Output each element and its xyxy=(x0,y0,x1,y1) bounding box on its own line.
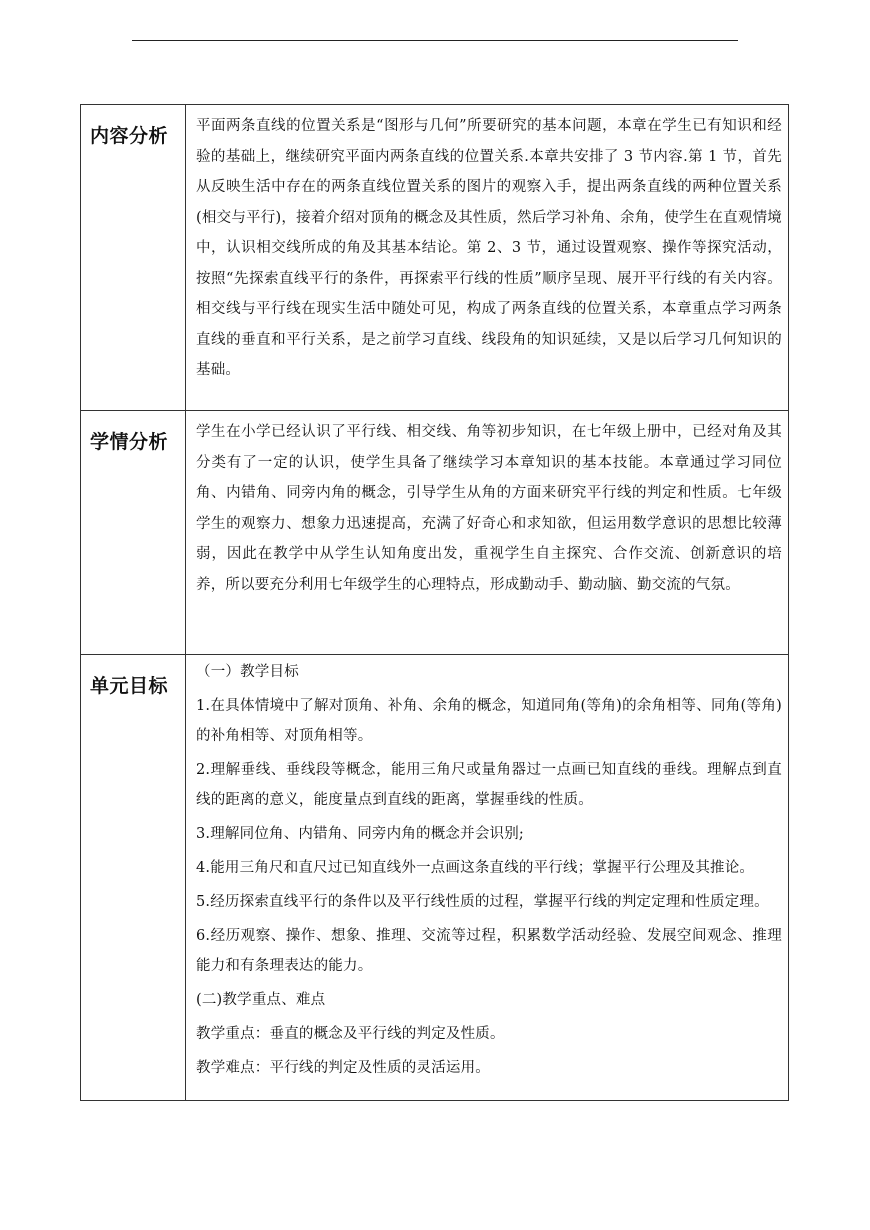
goal-item-6: 6.经历观察、操作、想象、推理、交流等过程，积累数学活动经验、发展空间观念、推理能力和有条理表达的能力。 xyxy=(196,928,782,974)
goal-item-2: 2.理解垂线、垂线段等概念，能用三角尺或量角器过一点画已知直线的垂线。理解点到直线的距离的意义，能度量点到直线的距离，掌握垂线的性质。 xyxy=(196,762,782,808)
row-label-cell xyxy=(81,411,186,655)
row-label-student-analysis: 学情分析 xyxy=(90,431,169,453)
row-content-cell xyxy=(186,655,789,1101)
unit-goals-text xyxy=(186,655,788,1095)
table-row-unit-goals xyxy=(81,655,789,1101)
goal-item-1: 1.在具体情境中了解对顶角、补角、余角的概念，知道同角(等角)的余角相等、同角(等角)的补角相等、对顶角相等。 xyxy=(196,698,782,744)
table-row-content-analysis xyxy=(81,105,789,411)
table-row-student-analysis xyxy=(81,411,789,655)
row-content-cell xyxy=(186,411,789,655)
row-label-unit-goals: 单元目标 xyxy=(90,675,169,697)
row-content-cell xyxy=(186,105,789,411)
section-heading-teaching-goals: （一）教学目标 xyxy=(196,664,299,680)
row-label-cell xyxy=(81,655,186,1101)
paragraph: 学生在小学已经认识了平行线、相交线、角等初步知识，在七年级上册中，已经对角及其分类有了一定的认识，使学生具备了继续学习本章知识的基本技能。本章通过学习同位角、内错角、同旁内角的概念，引导学生从角的方面来研究平行线的判定和性质。七年级学生的观察力、想象力迅速提高，充满了好奇心和求知欲，但运用数学意识的思想比较薄弱，因此在教学中从学生认知角度出发，重视学生自主探究、合作交流、创新意识的培养，所以要充分利用七年级学生的心理特点，形成勤动手、勤动脑、勤交流的气氛。 xyxy=(196,424,782,593)
content-analysis-text xyxy=(186,105,788,394)
header-rule xyxy=(132,40,738,41)
difficult-point: 教学难点：平行线的判定及性质的灵活运用。 xyxy=(196,1060,490,1076)
goal-item-4: 4.能用三角尺和直尺过已知直线外一点画这条直线的平行线；掌握平行公理及其推论。 xyxy=(196,860,755,876)
paragraph: 平面两条直线的位置关系是“图形与几何”所要研究的基本问题，本章在学生已有知识和经验的基础上，继续研究平面内两条直线的位置关系.本章共安排了 3 节内容.第 1 节，首先从反映生活中存在的两条直线位置关系的图片的观察入手，提出两条直线的两种位置关系(相交与平行)，接着介绍对顶角的概念及其性质，然后学习补角、余角，使学生在直观情境中，认识相交线所成的角及其基本结论。第 2、3 节，通过设置观察、操作等探究活动，按照“先探索直线平行的条件，再探索平行线的性质”顺序呈现、展开平行线的有关内容。相交线与平行线在现实生活中随处可见，构成了两条直线的位置关系，本章重点学习两条直线的垂直和平行关系，是之前学习直线、线段角的知识延续，又是以后学习几何知识的基础。 xyxy=(196,118,782,378)
student-analysis-text xyxy=(186,411,788,608)
section-heading-key-points: (二)教学重点、难点 xyxy=(196,992,326,1008)
row-label-cell xyxy=(81,105,186,411)
goal-item-3: 3.理解同位角、内错角、同旁内角的概念并会识别; xyxy=(196,826,525,842)
key-point: 教学重点：垂直的概念及平行线的判定及性质。 xyxy=(196,1026,505,1042)
row-label-content-analysis: 内容分析 xyxy=(90,125,169,147)
goal-item-5: 5.经历探索直线平行的条件以及平行线性质的过程，掌握平行线的判定定理和性质定理。 xyxy=(196,894,769,910)
lesson-plan-table xyxy=(80,104,789,1101)
